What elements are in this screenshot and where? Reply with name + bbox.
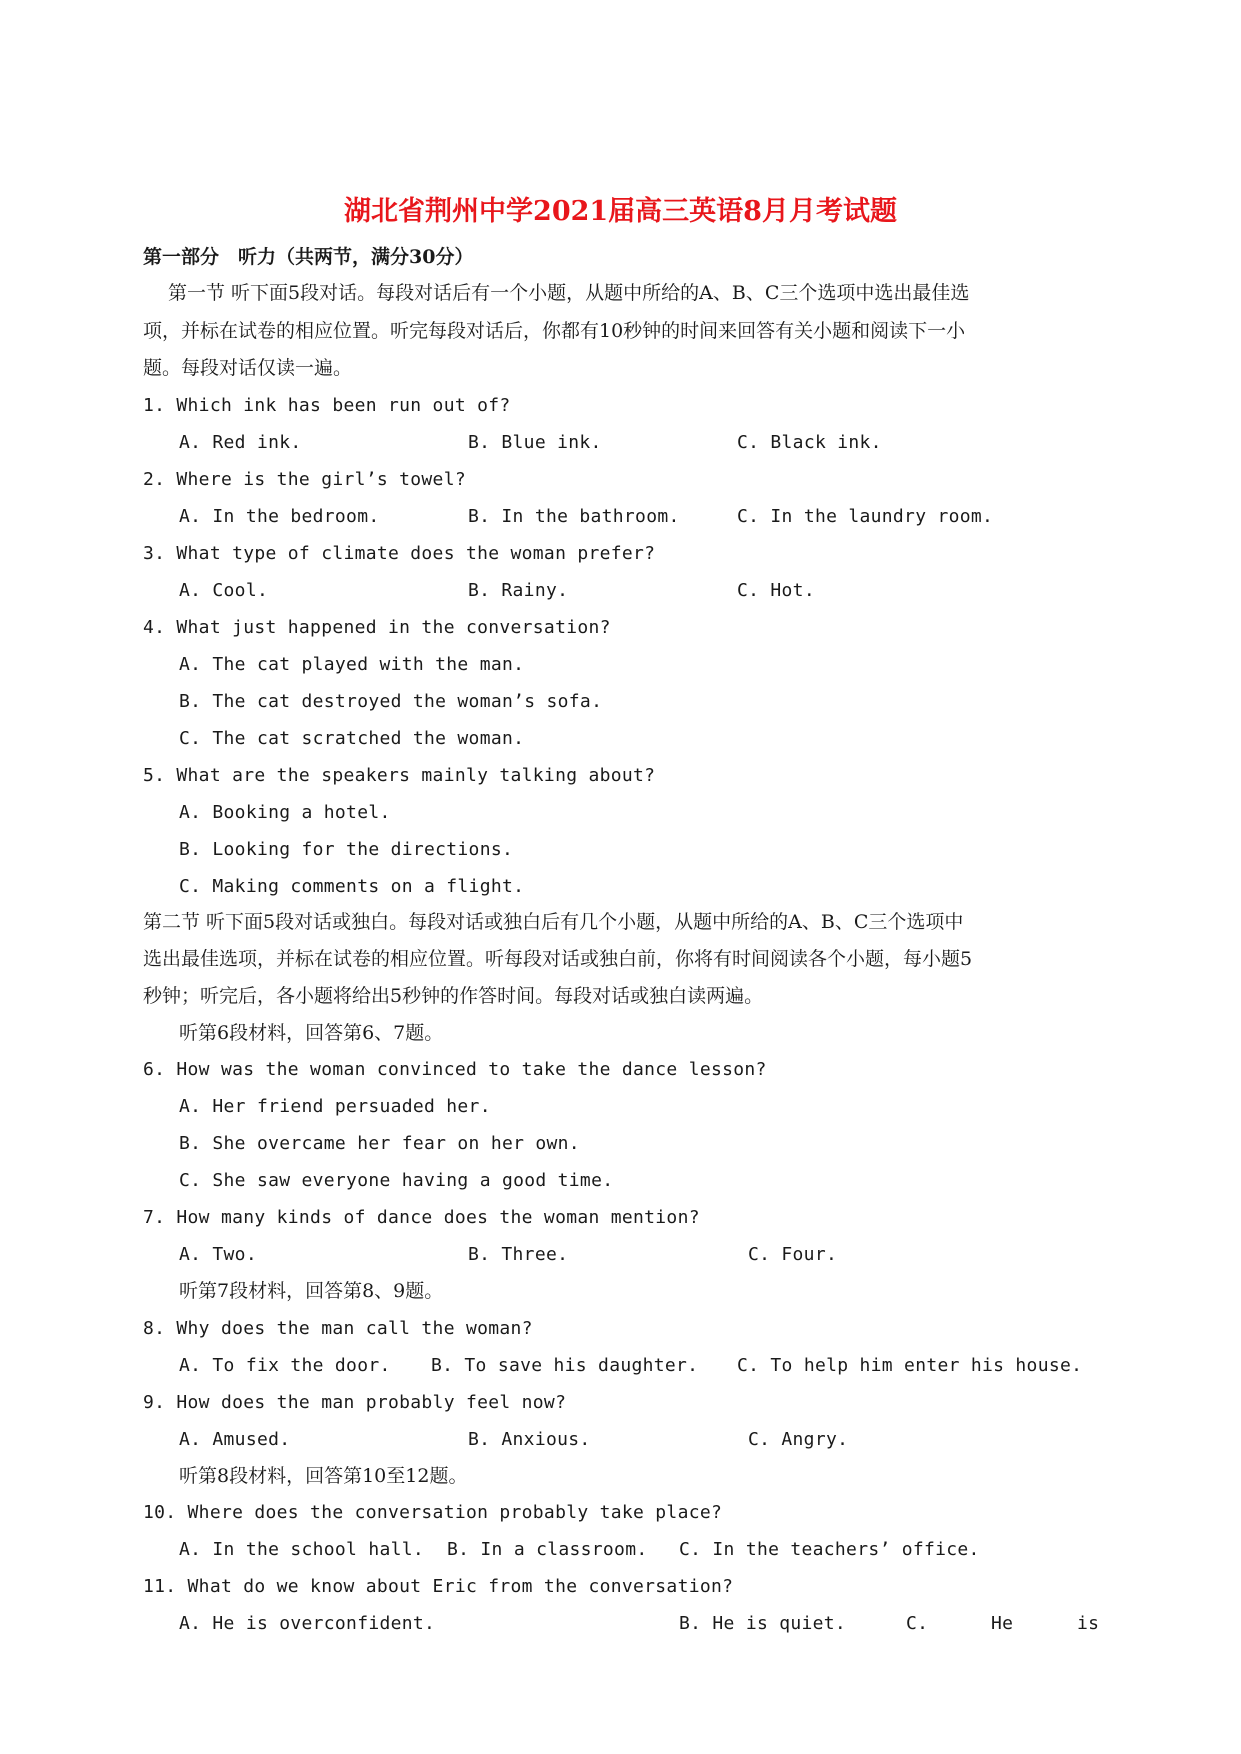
question-9: 9. How does the man probably feel now? (143, 1392, 567, 1413)
q3-option-b: B. Rainy. (468, 580, 569, 601)
q1-option-b: B. Blue ink. (468, 432, 602, 453)
q3-option-a: A. Cool. (179, 580, 269, 601)
question-10: 10. Where does the conversation probably take place? (143, 1502, 723, 1523)
q10-option-b: B. In a classroom. (447, 1539, 648, 1560)
listen-instruction-7: 听第7段材料，回答第8、9题。 (179, 1280, 444, 1302)
listen-instruction-6: 听第6段材料，回答第6、7题。 (179, 1022, 444, 1044)
q2-option-a: A. In the bedroom. (179, 506, 380, 527)
q4-option-a: A. The cat played with the man. (179, 654, 525, 675)
q5-option-b: B. Looking for the directions. (179, 839, 514, 860)
q10-option-a: A. In the school hall. (179, 1539, 425, 1560)
q6-option-b: B. She overcame her fear on her own. (179, 1133, 580, 1154)
q8-option-a: A. To fix the door. (179, 1355, 391, 1376)
q9-option-c: C. Angry. (748, 1429, 849, 1450)
q8-option-c: C. To help him enter his house. (737, 1355, 1083, 1376)
section2-line-3: 秒钟；听完后，各小题将给出5秒钟的作答时间。每段对话或独白读两遍。 (143, 985, 764, 1007)
q4-option-c: C. The cat scratched the woman. (179, 728, 525, 749)
q6-option-a: A. Her friend persuaded her. (179, 1096, 491, 1117)
question-4: 4. What just happened in the conversation? (143, 617, 611, 638)
q4-option-b: B. The cat destroyed the woman’s sofa. (179, 691, 603, 712)
q7-option-a: A. Two. (179, 1244, 257, 1265)
q6-option-c: C. She saw everyone having a good time. (179, 1170, 614, 1191)
q3-option-c: C. Hot. (737, 580, 815, 601)
q9-option-b: B. Anxious. (468, 1429, 591, 1450)
question-8: 8. Why does the man call the woman? (143, 1318, 533, 1339)
q10-option-c: C. In the teachers’ office. (679, 1539, 980, 1560)
section1-line-1: 第一节 听下面5段对话。每段对话后有一个小题，从题中所给的A、B、C三个选项中选出最佳选 (168, 282, 970, 304)
section2-line-2: 选出最佳选项，并标在试卷的相应位置。听每段对话或独白前，你将有时间阅读各个小题，每小题5 (143, 948, 973, 970)
q1-option-a: A. Red ink. (179, 432, 302, 453)
q1-option-c: C. Black ink. (737, 432, 882, 453)
part1-heading: 第一部分 听力（共两节，满分30分） (143, 246, 474, 268)
question-5: 5. What are the speakers mainly talking about? (143, 765, 656, 786)
q5-option-a: A. Booking a hotel. (179, 802, 391, 823)
question-2: 2. Where is the girl’s towel? (143, 469, 466, 490)
section1-line-2: 项，并标在试卷的相应位置。听完每段对话后，你都有10秒钟的时间来回答有关小题和阅读下一小 (143, 320, 966, 342)
section2-line-1: 第二节 听下面5段对话或独白。每段对话或独白后有几个小题，从题中所给的A、B、C三个选项中 (143, 911, 964, 933)
section1-line-3: 题。每段对话仅读一遍。 (143, 357, 353, 379)
question-11: 11. What do we know about Eric from the conversation? (143, 1576, 734, 1597)
q7-option-c: C. Four. (748, 1244, 838, 1265)
question-3: 3. What type of climate does the woman prefer? (143, 543, 656, 564)
q7-option-b: B. Three. (468, 1244, 569, 1265)
q2-option-c: C. In the laundry room. (737, 506, 994, 527)
page-title: 湖北省荆州中学2021届高三英语8月月考试题 (344, 196, 897, 227)
listen-instruction-8: 听第8段材料，回答第10至12题。 (179, 1465, 468, 1487)
q11-option-b: B. He is quiet. (679, 1613, 847, 1634)
q2-option-b: B. In the bathroom. (468, 506, 680, 527)
q9-option-a: A. Amused. (179, 1429, 291, 1450)
question-6: 6. How was the woman convinced to take the dance lesson? (143, 1059, 767, 1080)
q11-option-c-label: C. (906, 1613, 929, 1634)
q8-option-b: B. To save his daughter. (431, 1355, 699, 1376)
q11-option-a: A. He is overconfident. (179, 1613, 436, 1634)
question-1: 1. Which ink has been run out of? (143, 395, 511, 416)
q5-option-c: C. Making comments on a flight. (179, 876, 525, 897)
q11-option-c-word-1: He (991, 1613, 1014, 1634)
q11-option-c-word-2: is (1077, 1613, 1100, 1634)
question-7: 7. How many kinds of dance does the woman mention? (143, 1207, 700, 1228)
